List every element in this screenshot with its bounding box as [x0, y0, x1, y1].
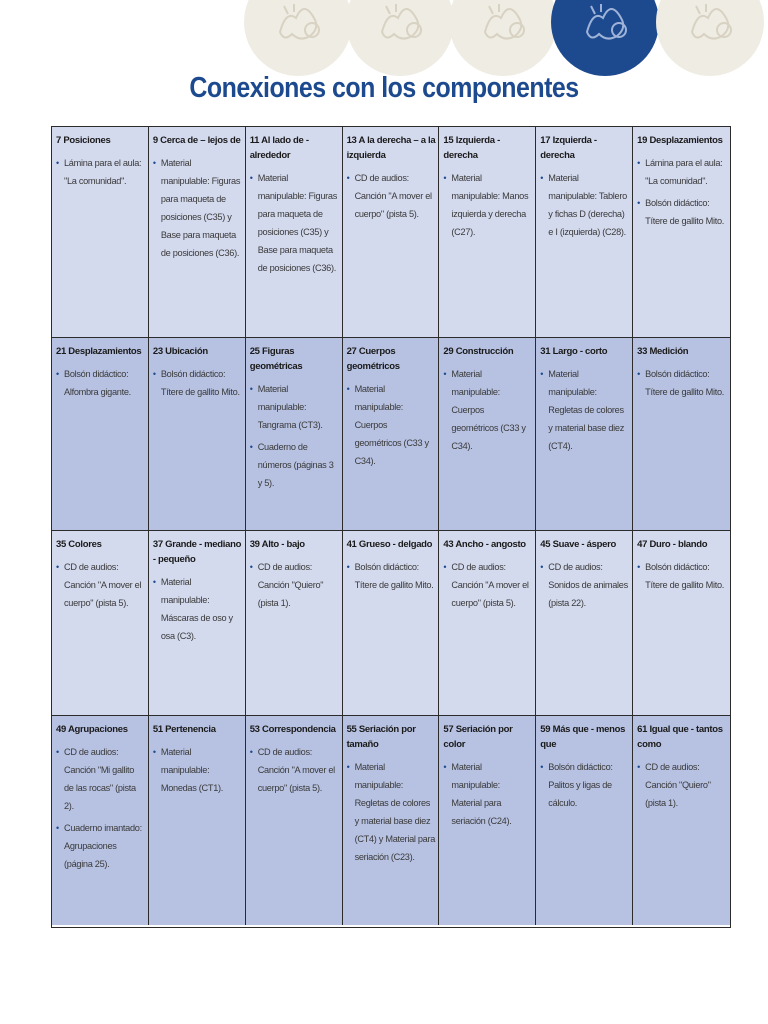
cell-items-list — [153, 154, 242, 262]
cell-items-list — [153, 365, 242, 401]
list-item: • Material manipulable: Regletas de colores y material base diez (CT4). — [540, 365, 629, 455]
table-cell — [246, 338, 343, 531]
list-item: • Material manipulable: Manos izquierda y derecha (C27). — [443, 169, 532, 241]
cell-title: 17 Izquierda - derecha — [540, 135, 597, 161]
cell-items-list — [637, 558, 727, 594]
cell-title: 31 Largo - corto — [540, 346, 608, 357]
table-cell — [633, 127, 730, 338]
table-cell — [633, 531, 730, 716]
table-cell — [439, 127, 536, 338]
cell-items-list — [56, 154, 145, 190]
cell-items-list — [540, 365, 629, 455]
table-cell — [439, 716, 536, 925]
page-title: Conexiones con los componentes — [189, 72, 579, 104]
table-cell — [246, 127, 343, 338]
cell-title: 13 A la derecha – a la izquierda — [346, 135, 436, 161]
cell-title: 25 Figuras geométricas — [249, 346, 303, 372]
cell-items-list — [56, 558, 145, 612]
table-cell — [536, 716, 633, 925]
cell-items-list — [250, 169, 339, 277]
list-item: • CD de audios: Canción "A mover el cuerpo" (pista 5). — [56, 558, 145, 612]
cell-items-list — [250, 558, 339, 612]
header-circle — [449, 0, 557, 76]
cell-title: 51 Pertenencia — [152, 724, 216, 735]
table-cell — [536, 127, 633, 338]
cell-items-list — [637, 758, 727, 812]
header-circle — [551, 0, 659, 76]
cell-title: 39 Alto - bajo — [249, 539, 305, 550]
table-cell — [439, 531, 536, 716]
cell-title: 27 Cuerpos geométricos — [346, 346, 400, 372]
cell-items-list — [637, 154, 727, 230]
cell-items-list — [347, 758, 436, 866]
table-cell — [246, 531, 343, 716]
cell-title: 23 Ubicación — [152, 346, 208, 357]
table-cell — [149, 531, 246, 716]
list-item: • Material manipulable: Monedas (CT1). — [153, 743, 242, 797]
list-item: • Cuaderno imantado: Agrupaciones (página 25). — [56, 819, 145, 873]
cell-title: 57 Seriación por color — [443, 724, 513, 750]
list-item: • Lámina para el aula: "La comunidad". — [637, 154, 727, 190]
table-cell — [149, 338, 246, 531]
components-table — [51, 126, 731, 928]
list-item: • Material manipulable: Regletas de colores y material base diez (CT4) y Material para seriación (C23). — [347, 758, 436, 866]
cell-title: 7 Posiciones — [56, 135, 111, 146]
cell-title: 35 Colores — [56, 539, 102, 550]
cell-items-list — [56, 743, 145, 873]
cell-items-list — [443, 558, 532, 612]
cell-items-list — [443, 365, 532, 455]
list-item: • CD de audios: Canción "Mi gallito de las rocas" (pista 2). — [56, 743, 145, 815]
cell-title: 45 Suave - áspero — [540, 539, 616, 550]
cell-items-list — [637, 365, 727, 401]
table-cell — [536, 338, 633, 531]
table-cell — [343, 716, 440, 925]
cell-title: 41 Grueso - delgado — [346, 539, 433, 550]
list-item: • CD de audios: Canción "A mover el cuerpo" (pista 5). — [443, 558, 532, 612]
table-cell — [633, 338, 730, 531]
cell-title: 15 Izquierda - derecha — [443, 135, 500, 161]
list-item: • Cuaderno de números (páginas 3 y 5). — [250, 438, 339, 492]
list-item: • Material manipulable: Figuras para maqueta de posiciones (C35) y Base para maqueta de posiciones (C36). — [153, 154, 242, 262]
cell-items-list — [540, 558, 629, 612]
list-item: • Material manipulable: Cuerpos geométricos (C33 y C34). — [443, 365, 532, 455]
list-item: • Material manipulable: Cuerpos geométricos (C33 y C34). — [347, 380, 436, 470]
cell-title: 61 Igual que - tantos como — [637, 724, 723, 750]
list-item: • Material manipulable: Tangrama (CT3). — [250, 380, 339, 434]
cell-items-list — [347, 169, 436, 223]
list-item: • Material manipulable: Material para seriación (C24). — [443, 758, 532, 830]
cell-title: 43 Ancho - angosto — [443, 539, 526, 550]
list-item: • Bolsón didáctico: Títere de gallito Mito. — [637, 558, 727, 594]
table-cell — [536, 531, 633, 716]
list-item: • Bolsón didáctico: Títere de gallito Mito. — [347, 558, 436, 594]
list-item: • CD de audios: Canción "A mover el cuerpo" (pista 5). — [250, 743, 339, 797]
list-item: • CD de audios: Sonidos de animales (pista 22). — [540, 558, 629, 612]
list-item: • Bolsón didáctico: Títere de gallito Mito. — [637, 194, 727, 230]
cell-items-list — [347, 558, 436, 594]
list-item: • Bolsón didáctico: Alfombra gigante. — [56, 365, 145, 401]
table-cell — [149, 127, 246, 338]
cell-title: 9 Cerca de – lejos de — [152, 135, 241, 146]
cell-items-list — [250, 380, 339, 492]
list-item: • Bolsón didáctico: Títere de gallito Mito. — [637, 365, 727, 401]
cell-items-list — [443, 169, 532, 241]
cell-title: 29 Construcción — [443, 346, 514, 357]
cell-title: 59 Más que - menos que — [540, 724, 626, 750]
header-circle — [656, 0, 764, 76]
list-item: • CD de audios: Canción "Quiero" (pista 1). — [250, 558, 339, 612]
cell-items-list — [153, 743, 242, 797]
table-cell — [633, 716, 730, 925]
list-item: • Material manipulable: Figuras para maqueta de posiciones (C35) y Base para maqueta de posiciones (C36). — [250, 169, 339, 277]
cell-title: 33 Medición — [637, 346, 689, 357]
header-circle — [244, 0, 352, 76]
list-item: • CD de audios: Canción "A mover el cuerpo" (pista 5). — [347, 169, 436, 223]
table-cell — [343, 338, 440, 531]
list-item: • CD de audios: Canción "Quiero" (pista 1). — [637, 758, 727, 812]
cell-items-list — [540, 169, 629, 241]
cell-items-list — [540, 758, 629, 812]
list-item: • Material manipulable: Tablero y fichas D (derecha) e I (izquierda) (C28). — [540, 169, 629, 241]
cell-title: 53 Correspondencia — [249, 724, 336, 735]
cell-title: 47 Duro - blando — [637, 539, 708, 550]
list-item: • Material manipulable: Máscaras de oso y osa (C3). — [153, 573, 242, 645]
cell-items-list — [250, 743, 339, 797]
table-cell — [52, 338, 149, 531]
table-cell — [343, 127, 440, 338]
cell-title: 21 Desplazamientos — [56, 346, 142, 357]
list-item: • Bolsón didáctico: Títere de gallito Mito. — [153, 365, 242, 401]
cell-title: 19 Desplazamientos — [637, 135, 723, 146]
cell-title: 55 Seriación por tamaño — [346, 724, 416, 750]
cell-title: 37 Grande - mediano - pequeño — [152, 539, 242, 565]
table-cell — [439, 338, 536, 531]
table-cell — [52, 531, 149, 716]
table-cell — [246, 716, 343, 925]
cell-title: 11 Al lado de - alrededor — [249, 135, 309, 161]
header-decoration — [0, 0, 768, 80]
cell-items-list — [56, 365, 145, 401]
table-cell — [52, 716, 149, 925]
cell-title: 49 Agrupaciones — [56, 724, 128, 735]
cell-items-list — [153, 573, 242, 645]
table-cell — [149, 716, 246, 925]
table-cell — [52, 127, 149, 338]
list-item: • Lámina para el aula: "La comunidad". — [56, 154, 145, 190]
header-circle — [346, 0, 454, 76]
cell-items-list — [347, 380, 436, 470]
list-item: • Bolsón didáctico: Palitos y ligas de cálculo. — [540, 758, 629, 812]
table-cell — [343, 531, 440, 716]
cell-items-list — [443, 758, 532, 830]
